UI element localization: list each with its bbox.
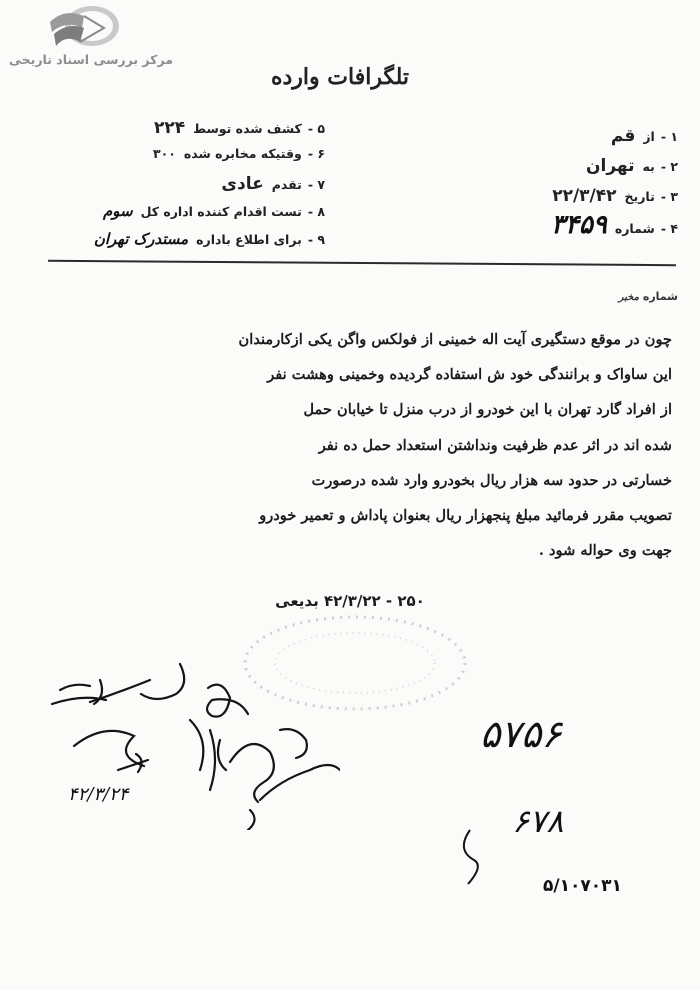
field-number: ۴ -شماره۳۴۵۹ [551, 210, 678, 240]
body-line: چون در موقع دستگیری آیت اله خمینی از فولکس واگن یکی ازکارمندان [238, 331, 672, 348]
document-title: تلگرافات وارده [270, 64, 410, 90]
header-divider [48, 260, 676, 266]
archive-logo-icon [44, 2, 122, 54]
field-transmitted: ۶ -وقتیکه مخابره شده۳۰۰ [153, 146, 325, 161]
margin-left-date: ۴۲/۳/۲۴ [68, 784, 129, 805]
field-action-office: ۸ -تست اقدام کننده اداره کلسوم [102, 202, 325, 220]
field-inform-office: ۹ -برای اطلاع بادارهمستدرک تهران [93, 230, 325, 248]
field-date: ۳ -تاریخ۲۲/۳/۴۲ [552, 186, 678, 206]
margin-number-1: ۵۷۵۶ [480, 712, 562, 756]
pen-mark-icon [450, 826, 490, 886]
body-number-label: شماره مخبر [618, 290, 678, 303]
field-decoded-by: ۵ -کشف شده توسط۲۲۴ [153, 118, 325, 138]
body-line: تصویب مقرر فرمائید مبلغ پنجهزار ریال بعنوان پاداش و تعمیر خودرو [259, 507, 672, 525]
body-line: از افراد گارد تهران با این خودرو از درب منزل تا خیابان حمل [303, 401, 672, 419]
field-priority: ۷ -تقدمعادی [221, 174, 325, 194]
archive-watermark-text: مرکز بررسی اسناد تاریخی [9, 52, 173, 67]
body-line: خسارتی در حدود سه هزار ریال بخودرو وارد شده درصورت [311, 471, 672, 489]
field-to: ۲ -بهتهران [586, 156, 678, 176]
body-line: شده اند در اثر عدم ظرفیت ونداشتن استعداد حمل ده نفر [318, 436, 672, 454]
body-line: جهت وی حواله شود . [538, 542, 672, 560]
field-from: ۱ -ازقم [610, 126, 678, 146]
margin-number-2: ۶۷۸ [512, 802, 564, 840]
body-line: این ساواک و برانندگی خود ش استفاده گردیده وخمینی وهشت نفر [267, 366, 672, 384]
telegram-body [40, 322, 672, 568]
footer-reference: ۵/۱۰۷۰۳۱ [543, 876, 622, 896]
dateline-signature: ۲۵۰ - ۴۲/۳/۲۲ بدیعی [275, 592, 425, 610]
